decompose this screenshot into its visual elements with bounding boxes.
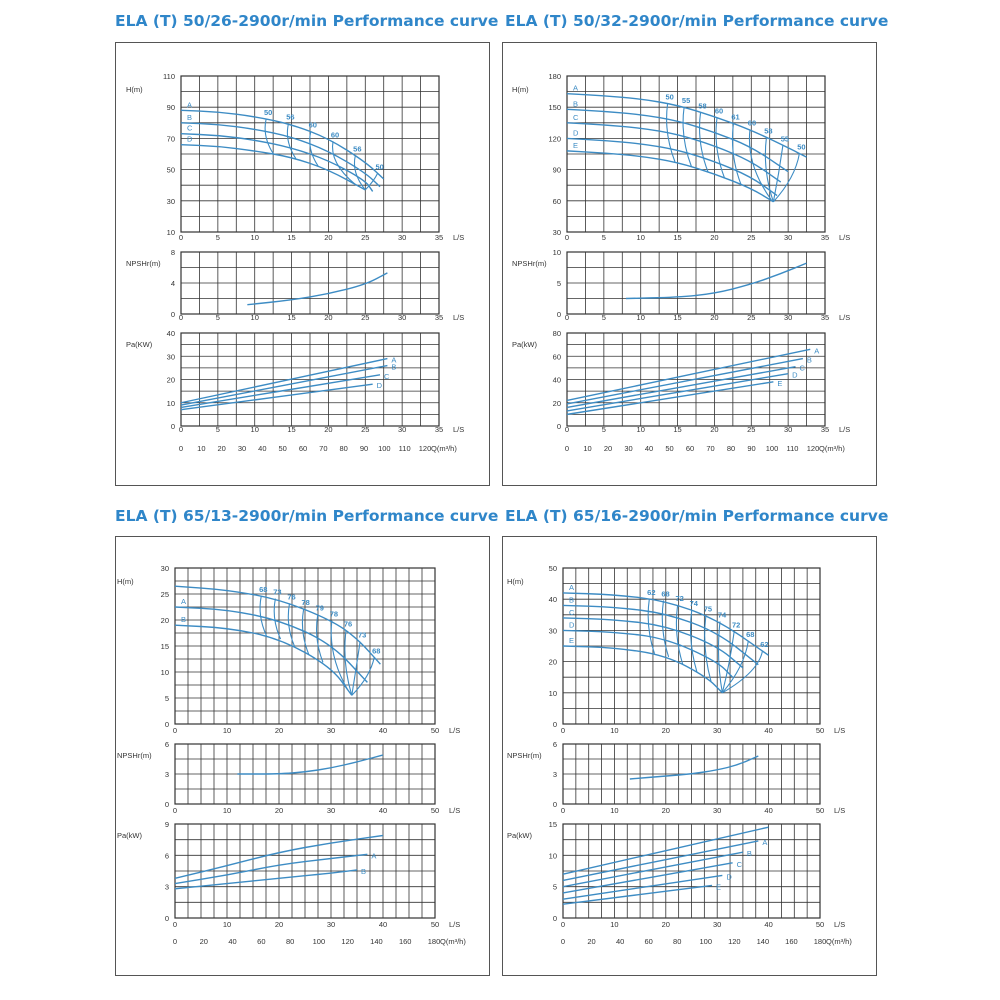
x-tick-label: 30	[326, 726, 336, 735]
x-axis-label: L/S	[834, 806, 846, 815]
x-tick-label: 5	[601, 233, 606, 242]
q-axis-label: Q(m³/h)	[819, 444, 845, 453]
x-tick-label: 20	[661, 920, 670, 929]
x-tick-label: 35	[434, 425, 444, 434]
y-axis-label: NPSHr(m)	[507, 751, 542, 760]
x-axis-label: L/S	[839, 233, 851, 242]
q-tick-label: 110	[786, 444, 799, 453]
x-tick-label: 30	[397, 233, 407, 242]
x-tick-label: 50	[815, 806, 825, 815]
x-tick-label: 30	[713, 806, 722, 815]
x-tick-label: 10	[250, 425, 259, 434]
x-tick-label: 30	[397, 313, 407, 322]
y-axis-label: H(m)	[126, 85, 143, 94]
q-tick-label: 100	[378, 444, 391, 453]
x-tick-label: 40	[764, 806, 773, 815]
x-tick-label: 10	[250, 233, 259, 242]
x-axis-label: L/S	[453, 233, 465, 242]
x-tick-label: 15	[673, 313, 682, 322]
y-tick-label: 9	[164, 820, 169, 829]
series-label: A	[187, 100, 193, 110]
efficiency-label: 72	[675, 594, 684, 604]
series-line	[247, 273, 387, 305]
q-tick-label: 180	[813, 937, 827, 946]
series-label: D	[792, 370, 798, 380]
efficiency-curve	[676, 605, 682, 664]
y-tick-label: 150	[548, 103, 561, 113]
q-tick-label: 80	[673, 937, 682, 946]
x-tick-label: 0	[564, 233, 570, 242]
x-tick-label: 0	[560, 920, 566, 929]
x-tick-label: 5	[601, 425, 606, 434]
x-axis-label: L/S	[449, 806, 461, 815]
y-axis-label: NPSHr(m)	[512, 259, 547, 268]
efficiency-label: 73	[357, 630, 367, 640]
efficiency-curve	[648, 599, 654, 654]
chart-title-3: ELA (T) 65/13-2900r/min Performance curve	[115, 507, 499, 525]
y-tick-label: 15	[548, 820, 557, 829]
series-label: E	[569, 636, 575, 645]
series-line	[567, 367, 796, 408]
q-tick-label: 30	[624, 444, 633, 453]
q-tick-label: 0	[560, 937, 566, 946]
efficiency-label: 50	[665, 92, 674, 102]
q-tick-label: 160	[785, 937, 798, 946]
q-tick-label: 40	[258, 444, 267, 453]
efficiency-label: 68	[259, 585, 268, 595]
series-label: A	[569, 582, 575, 592]
q-tick-label: 40	[644, 444, 654, 453]
q-axis-label: Q(m³/h)	[431, 444, 457, 453]
q-tick-label: 20	[587, 937, 596, 946]
y-tick-label: 0	[170, 422, 175, 431]
efficiency-label: 55	[780, 134, 790, 144]
x-axis-label: L/S	[453, 425, 465, 434]
efficiency-label: 58	[698, 101, 707, 111]
series-label: A	[573, 83, 579, 93]
x-tick-label: 35	[820, 313, 830, 322]
series-label: A	[181, 597, 187, 606]
y-tick-label: 3	[552, 770, 557, 779]
y-tick-label: 90	[552, 165, 561, 175]
x-tick-label: 10	[250, 313, 259, 322]
q-tick-label: 60	[257, 937, 266, 946]
series-line	[181, 366, 387, 406]
efficiency-label: 60	[330, 130, 340, 140]
y-tick-label: 110	[163, 72, 175, 81]
efficiency-label: 56	[286, 112, 295, 122]
x-tick-label: 20	[324, 425, 333, 434]
q-tick-label: 120	[418, 444, 432, 453]
y-tick-label: 0	[164, 800, 169, 809]
x-tick-label: 25	[361, 313, 370, 322]
y-axis-label: Pa(kW)	[512, 340, 537, 349]
efficiency-curve	[288, 603, 294, 646]
x-tick-label: 10	[636, 233, 645, 242]
x-tick-label: 35	[820, 425, 830, 434]
y-tick-label: 80	[552, 329, 561, 338]
efficiency-label: 68	[746, 630, 755, 640]
q-tick-label: 90	[359, 444, 369, 453]
x-tick-label: 0	[564, 313, 570, 322]
y-tick-label: 0	[164, 914, 169, 923]
series-line	[626, 263, 807, 298]
x-tick-label: 5	[601, 313, 606, 322]
x-tick-label: 35	[434, 313, 444, 322]
x-tick-label: 20	[661, 726, 670, 735]
efficiency-curve	[718, 621, 722, 692]
efficiency-label: 50	[375, 162, 384, 172]
efficiency-label: 56	[353, 144, 362, 154]
y-tick-label: 0	[552, 720, 557, 729]
x-axis-label: L/S	[834, 920, 846, 929]
q-tick-label: 110	[398, 444, 411, 453]
efficiency-label: 76	[287, 592, 296, 602]
y-tick-label: 10	[160, 668, 169, 677]
efficiency-curve	[260, 596, 266, 636]
y-tick-label: 20	[548, 657, 557, 667]
x-tick-label: 25	[361, 233, 370, 242]
x-axis-label: L/S	[834, 726, 846, 735]
x-tick-label: 20	[661, 806, 670, 815]
y-tick-label: 180	[548, 72, 561, 81]
y-tick-label: 10	[548, 688, 557, 698]
efficiency-label: 73	[273, 587, 282, 597]
x-tick-label: 5	[215, 425, 220, 434]
x-tick-label: 20	[324, 313, 333, 322]
y-axis-label: Pa(kW)	[507, 831, 532, 840]
x-tick-label: 30	[397, 425, 407, 434]
q-tick-label: 60	[298, 444, 308, 453]
q-tick-label: 0	[172, 937, 178, 946]
q-tick-label: 10	[197, 444, 206, 453]
series-label: B	[181, 615, 187, 625]
x-tick-label: 30	[783, 313, 793, 322]
x-tick-label: 20	[324, 233, 333, 242]
x-tick-label: 10	[610, 726, 619, 735]
x-tick-label: 10	[222, 920, 232, 929]
series-label: E	[777, 378, 783, 388]
y-tick-label: 70	[166, 134, 175, 144]
series-label: A	[391, 355, 397, 365]
y-tick-label: 30	[160, 564, 169, 573]
y-tick-label: 60	[552, 196, 561, 206]
efficiency-curve	[265, 119, 273, 154]
x-tick-label: 30	[783, 425, 793, 434]
chart-title-1: ELA (T) 50/26-2900r/min Performance curve	[115, 12, 499, 30]
x-tick-label: 30	[326, 920, 336, 929]
x-tick-label: 20	[710, 313, 719, 322]
efficiency-label: 61	[731, 112, 740, 122]
series-label: B	[573, 99, 579, 109]
y-tick-label: 5	[556, 279, 561, 288]
series-label: D	[569, 620, 575, 630]
series-label: D	[376, 381, 383, 391]
y-tick-label: 30	[166, 196, 175, 206]
efficiency-label: 50	[797, 142, 806, 152]
x-tick-label: 40	[378, 920, 388, 929]
x-tick-label: 10	[636, 425, 645, 434]
y-tick-label: 10	[548, 851, 557, 861]
chart-title-2: ELA (T) 50/32-2900r/min Performance curve	[505, 12, 889, 30]
series-line	[237, 755, 383, 774]
series-label: A	[371, 851, 377, 861]
efficiency-label: 75	[703, 604, 713, 614]
y-tick-label: 30	[552, 228, 561, 237]
x-axis-label: L/S	[449, 726, 461, 735]
x-tick-label: 30	[713, 726, 722, 735]
x-tick-label: 25	[361, 425, 370, 434]
x-tick-label: 15	[673, 233, 682, 242]
efficiency-label: 79	[315, 603, 324, 613]
x-tick-label: 20	[274, 920, 284, 929]
x-tick-label: 15	[287, 233, 296, 242]
series-line	[567, 359, 803, 404]
q-tick-label: 20	[603, 444, 613, 453]
efficiency-label: 78	[329, 609, 339, 619]
y-tick-label: 4	[170, 279, 175, 288]
q-tick-label: 100	[312, 937, 326, 946]
x-tick-label: 10	[636, 313, 645, 322]
x-tick-label: 25	[747, 233, 756, 242]
q-tick-label: 140	[756, 937, 770, 946]
efficiency-label: 60	[747, 118, 757, 128]
efficiency-curve	[310, 132, 318, 166]
x-tick-label: 0	[178, 313, 184, 322]
x-tick-label: 35	[434, 233, 444, 242]
efficiency-curve	[705, 615, 711, 681]
q-tick-label: 0	[178, 444, 184, 453]
x-tick-label: 20	[274, 726, 284, 735]
series-label: B	[187, 112, 193, 122]
x-tick-label: 30	[326, 806, 336, 815]
y-tick-label: 5	[164, 694, 169, 703]
q-axis-label: Q(m³/h)	[826, 937, 852, 946]
x-tick-label: 20	[274, 806, 284, 815]
q-tick-label: 70	[706, 444, 715, 453]
y-tick-label: 120	[548, 134, 561, 144]
x-tick-label: 5	[215, 313, 220, 322]
efficiency-label: 74	[717, 610, 727, 620]
y-axis-label: H(m)	[507, 577, 524, 586]
x-tick-label: 0	[564, 425, 570, 434]
series-label: C	[799, 363, 805, 373]
series-label: A	[762, 837, 768, 847]
y-tick-label: 30	[166, 352, 175, 362]
x-tick-label: 35	[820, 233, 830, 242]
x-tick-label: 40	[378, 806, 388, 815]
y-tick-label: 25	[160, 590, 169, 599]
efficiency-label: 60	[714, 106, 724, 116]
series-line	[181, 134, 373, 192]
y-tick-label: 40	[552, 375, 561, 385]
efficiency-curve	[716, 118, 724, 178]
y-tick-label: 5	[552, 882, 557, 892]
x-tick-label: 20	[710, 425, 719, 434]
series-label: A	[814, 346, 820, 356]
x-tick-label: 10	[610, 920, 619, 929]
efficiency-label: 68	[661, 589, 670, 599]
q-tick-label: 80	[339, 444, 348, 453]
q-tick-label: 120	[341, 937, 354, 946]
y-tick-label: 40	[548, 595, 557, 605]
x-tick-label: 40	[764, 726, 773, 735]
y-axis-label: H(m)	[117, 577, 134, 586]
y-axis-label: H(m)	[512, 85, 529, 94]
q-tick-label: 20	[217, 444, 226, 453]
x-tick-label: 0	[172, 726, 178, 735]
y-axis-label: Pa(KW)	[126, 340, 153, 349]
q-tick-label: 60	[644, 937, 653, 946]
y-tick-label: 0	[552, 914, 557, 923]
x-tick-label: 0	[178, 425, 184, 434]
series-label: C	[384, 371, 390, 381]
x-tick-label: 50	[430, 806, 440, 815]
y-tick-label: 0	[170, 310, 175, 319]
x-tick-label: 25	[747, 313, 756, 322]
efficiency-label: 55	[681, 96, 691, 106]
q-tick-label: 50	[665, 444, 674, 453]
efficiency-label: 60	[308, 120, 317, 130]
q-tick-label: 80	[285, 937, 295, 946]
series-label: D	[187, 134, 193, 144]
series-label: B	[361, 866, 367, 876]
y-tick-label: 0	[552, 800, 557, 809]
series-label: D	[726, 872, 732, 882]
efficiency-label: 62	[647, 587, 656, 597]
x-tick-label: 10	[222, 806, 232, 815]
x-tick-label: 50	[430, 920, 440, 929]
series-line	[630, 756, 759, 779]
y-tick-label: 3	[164, 882, 169, 892]
x-tick-label: 0	[560, 806, 566, 815]
series-label: E	[716, 882, 722, 892]
q-tick-label: 80	[726, 444, 736, 453]
q-axis-label: Q(m³/h)	[440, 937, 466, 946]
x-tick-label: 20	[710, 233, 719, 242]
x-tick-label: 10	[222, 726, 232, 735]
efficiency-label: 50	[263, 107, 273, 117]
q-tick-label: 90	[747, 444, 756, 453]
x-tick-label: 15	[673, 425, 682, 434]
y-tick-label: 6	[552, 740, 557, 749]
y-tick-label: 20	[160, 616, 169, 625]
q-tick-label: 120	[728, 937, 741, 946]
series-label: B	[746, 849, 752, 859]
series-label: C	[573, 112, 579, 122]
y-tick-label: 90	[166, 103, 175, 113]
q-tick-label: 10	[583, 444, 592, 453]
y-tick-label: 0	[556, 310, 561, 319]
x-tick-label: 0	[560, 726, 566, 735]
x-tick-label: 15	[287, 425, 296, 434]
x-tick-label: 50	[815, 726, 825, 735]
q-tick-label: 40	[228, 937, 237, 946]
y-tick-label: 20	[552, 398, 561, 408]
y-tick-label: 15	[160, 642, 169, 651]
y-tick-label: 10	[166, 228, 175, 237]
x-tick-label: 5	[215, 233, 220, 242]
q-tick-label: 140	[370, 937, 383, 946]
series-label: B	[806, 355, 812, 365]
q-tick-label: 50	[278, 444, 287, 453]
y-tick-label: 30	[548, 626, 557, 636]
x-tick-label: 50	[430, 726, 440, 735]
q-tick-label: 60	[685, 444, 695, 453]
y-tick-label: 20	[166, 375, 175, 385]
x-tick-label: 10	[610, 806, 619, 815]
q-tick-label: 120	[806, 444, 820, 453]
y-tick-label: 8	[170, 248, 175, 257]
x-tick-label: 15	[287, 313, 296, 322]
x-tick-label: 50	[815, 920, 825, 929]
series-label: B	[391, 362, 397, 372]
y-tick-label: 10	[166, 398, 175, 408]
x-axis-label: L/S	[839, 313, 851, 322]
y-tick-label: 3	[164, 770, 169, 779]
q-tick-label: 180	[427, 937, 441, 946]
x-tick-label: 40	[764, 920, 773, 929]
series-label: C	[736, 859, 743, 869]
y-tick-label: 50	[548, 564, 557, 573]
y-tick-label: 60	[552, 352, 561, 362]
x-tick-label: 30	[783, 233, 793, 242]
x-axis-label: L/S	[839, 425, 851, 434]
q-tick-label: 160	[398, 937, 412, 946]
q-tick-label: 70	[319, 444, 328, 453]
chart-title-4: ELA (T) 65/16-2900r/min Performance curve	[505, 507, 889, 525]
efficiency-label: 78	[301, 598, 310, 608]
y-axis-label: Pa(kW)	[117, 831, 142, 840]
efficiency-label: 62	[760, 640, 769, 650]
y-axis-label: NPSHr(m)	[126, 259, 161, 268]
series-label: C	[569, 607, 575, 617]
x-tick-label: 25	[747, 425, 756, 434]
q-tick-label: 100	[765, 444, 779, 453]
series-label: C	[187, 123, 193, 133]
efficiency-label: 58	[764, 126, 773, 136]
x-tick-label: 40	[378, 726, 388, 735]
x-tick-label: 30	[713, 920, 722, 929]
efficiency-label: 72	[731, 620, 741, 630]
q-tick-label: 30	[237, 444, 247, 453]
y-tick-label: 0	[556, 422, 561, 431]
y-axis-label: NPSHr(m)	[117, 751, 152, 760]
y-tick-label: 6	[164, 851, 169, 861]
efficiency-label: 74	[689, 599, 698, 609]
efficiency-label: 68	[372, 646, 381, 656]
q-tick-label: 40	[615, 937, 625, 946]
x-axis-label: L/S	[453, 313, 465, 322]
q-tick-label: 100	[699, 937, 713, 946]
series-label: B	[569, 595, 575, 605]
x-axis-label: L/S	[449, 920, 461, 929]
q-tick-label: 20	[199, 937, 208, 946]
x-tick-label: 0	[178, 233, 184, 242]
q-tick-label: 0	[564, 444, 570, 453]
efficiency-label: 76	[343, 619, 353, 629]
series-label: E	[573, 140, 579, 150]
x-tick-label: 0	[172, 920, 178, 929]
y-tick-label: 50	[166, 165, 175, 175]
y-tick-label: 40	[166, 329, 175, 338]
y-tick-label: 10	[552, 248, 561, 257]
y-tick-label: 6	[164, 740, 169, 749]
y-tick-label: 0	[164, 720, 169, 729]
series-label: D	[573, 128, 579, 138]
x-tick-label: 0	[172, 806, 178, 815]
